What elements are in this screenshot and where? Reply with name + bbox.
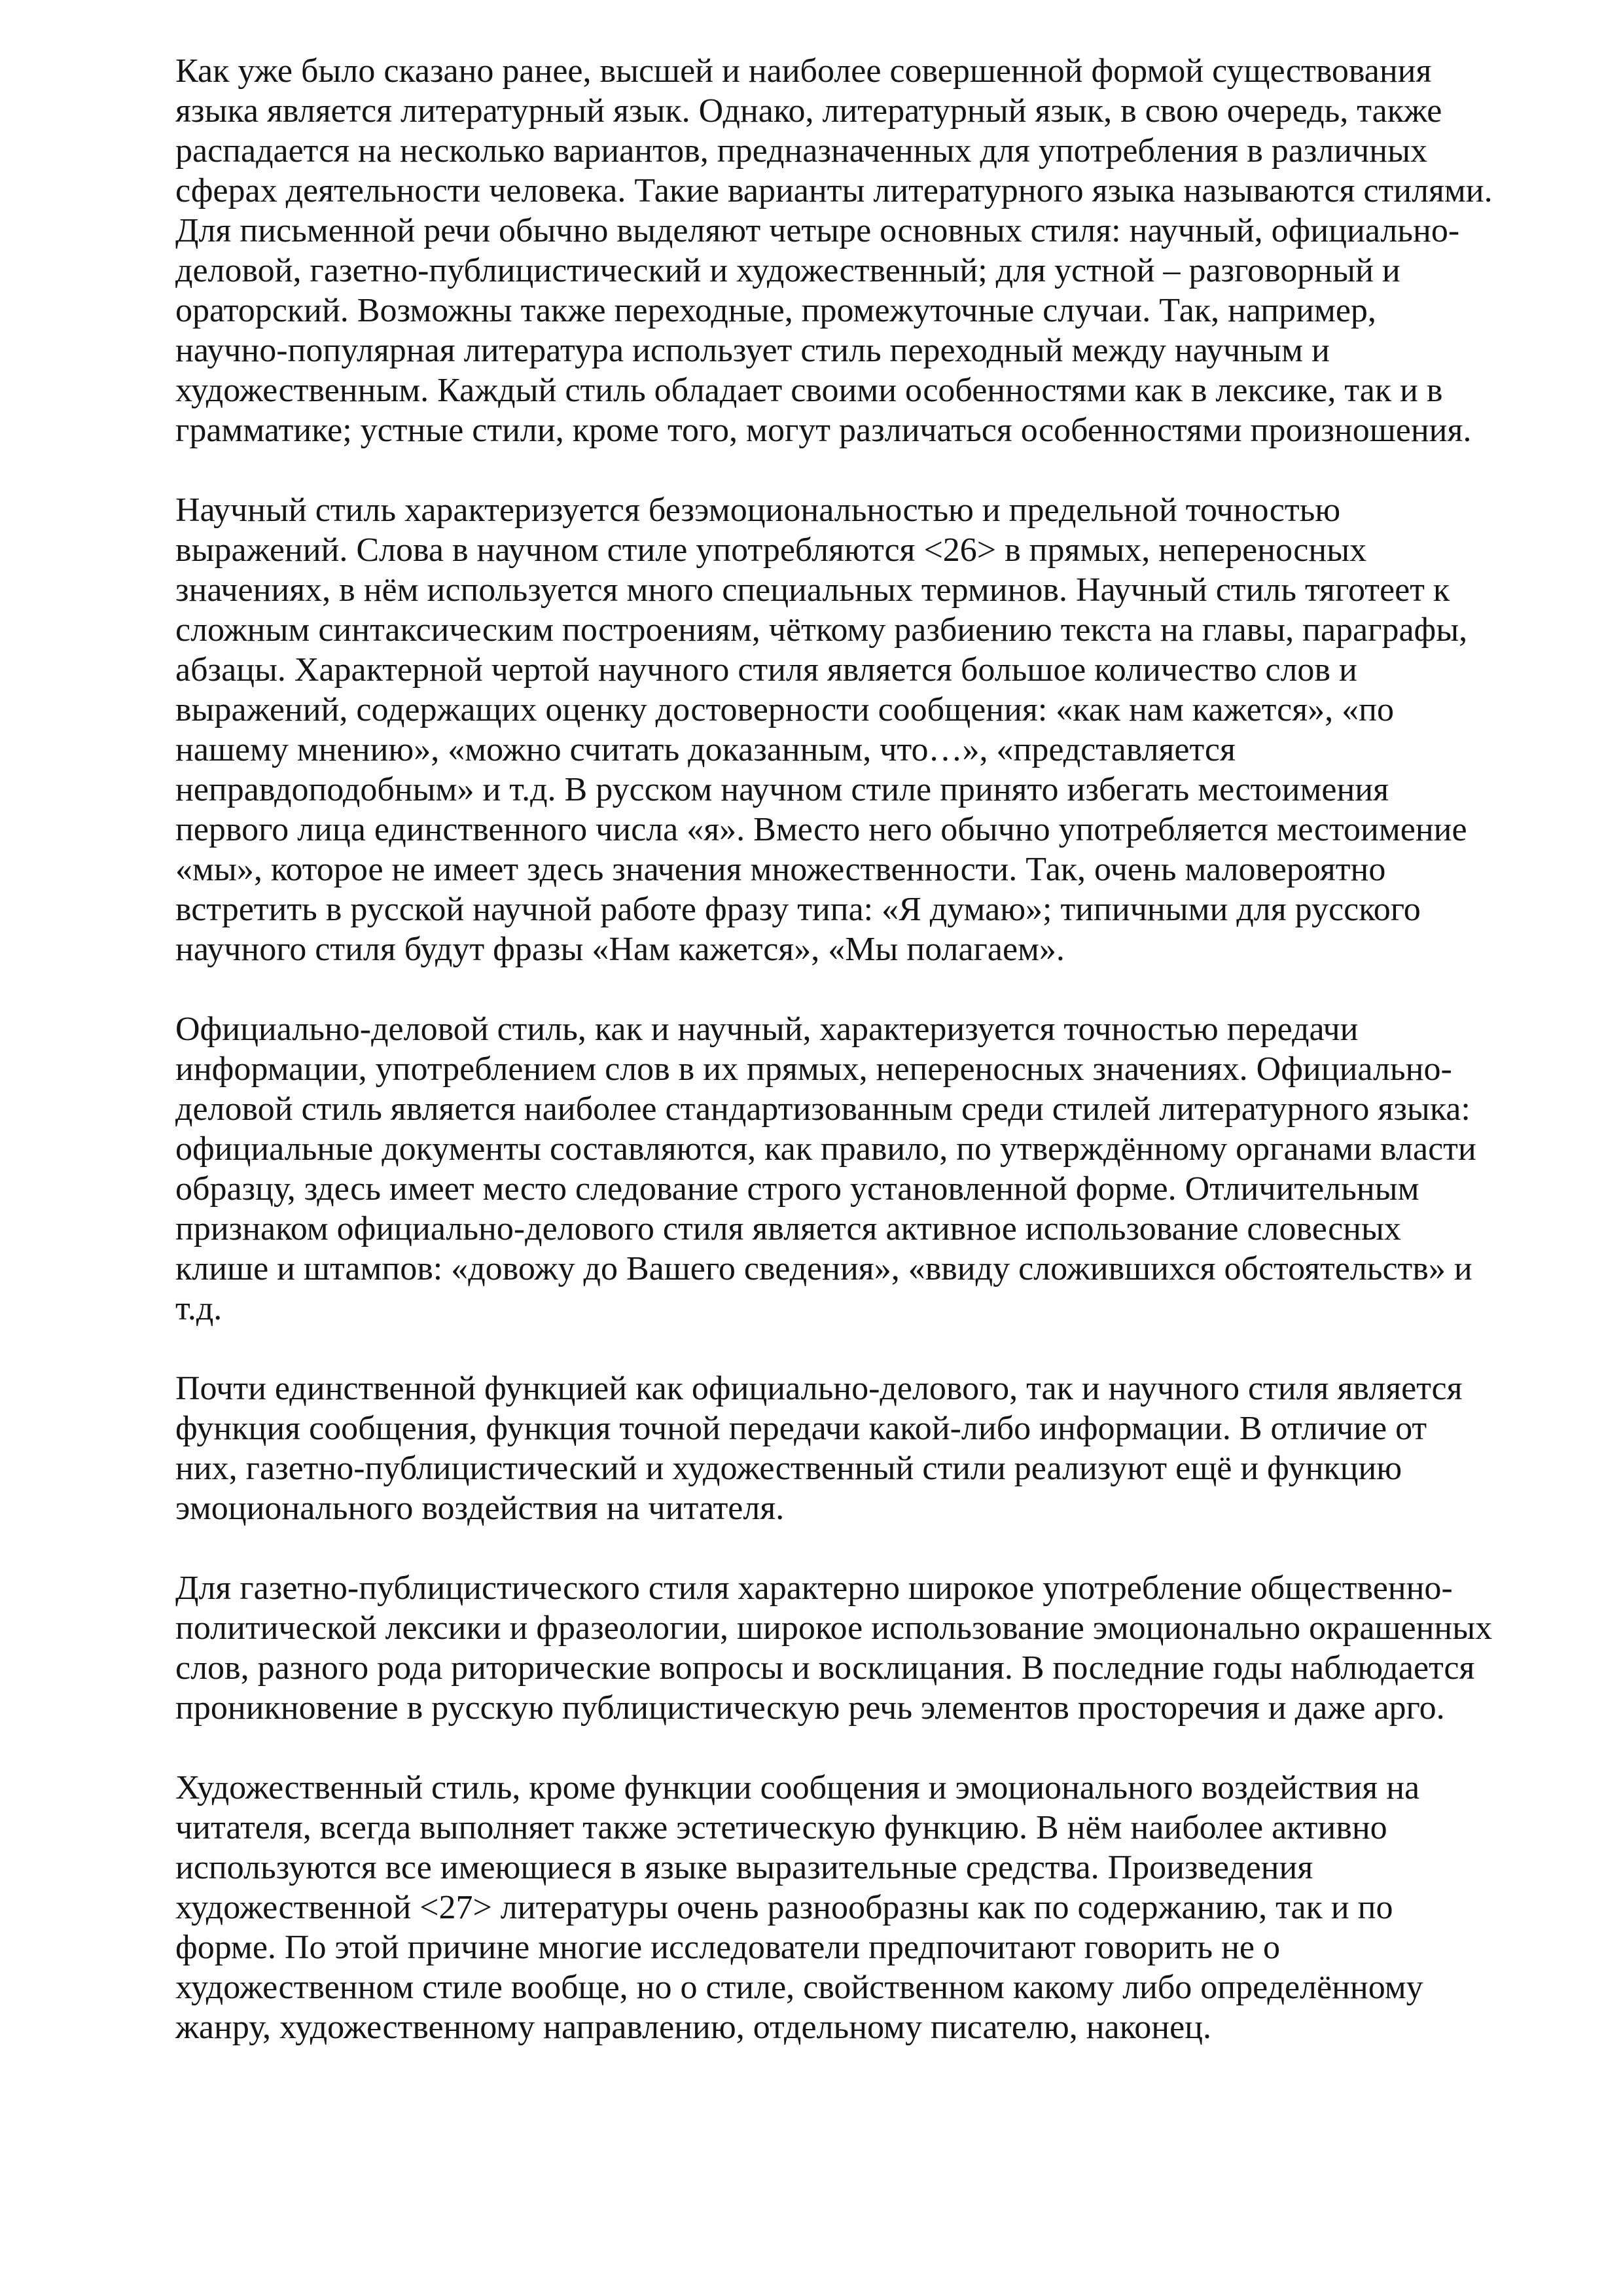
text-line: Для газетно-публицистического стиля характерно широкое употребление общественно- — [175, 1570, 1453, 1607]
text-line: первого лица единственного числа «я». Вместо него обычно употребляется местоимение — [175, 811, 1467, 848]
paragraph-6 — [175, 1768, 1589, 2047]
text-line: проникновение в русскую публицистическую речь элементов просторечия и даже арго. — [175, 1689, 1445, 1727]
text-line: выражений. Слова в научном стиле употребляются <26> в прямых, непереносных — [175, 531, 1367, 569]
text-line: выражений, содержащих оценку достоверности сообщения: «как нам кажется», «по — [175, 691, 1394, 728]
text-line: встретить в русской научной работе фразу типа: «Я думаю»; типичными для русского — [175, 891, 1421, 928]
text-line: значениях, в нём используется много специальных терминов. Научный стиль тяготеет к — [175, 571, 1450, 609]
text-line: деловой, газетно-публицистический и художественный; для устной – разговорный и — [175, 252, 1400, 289]
text-line: нашему мнению», «можно считать доказанным, что…», «представляется — [175, 731, 1236, 768]
text-line: слов, разного рода риторические вопросы и восклицания. В последние годы наблюдается — [175, 1649, 1475, 1687]
text-line: используются все имеющиеся в языке выразительные средства. Произведения — [175, 1849, 1313, 1886]
text-line: форме. По этой причине многие исследователи предпочитают говорить не о — [175, 1929, 1280, 1966]
text-line: информации, употреблением слов в их прямых, непереносных значениях. Официально- — [175, 1050, 1452, 1088]
text-line: Научный стиль характеризуется безэмоциональностью и предельной точностью — [175, 492, 1341, 529]
text-line: Художественный стиль, кроме функции сообщения и эмоционального воздействия на — [175, 1769, 1420, 1806]
text-line: политической лексики и фразеологии, широкое использование эмоционально окрашенных — [175, 1609, 1493, 1647]
text-line: художественном стиле вообще, но о стиле, свойственном какому либо определённому — [175, 1969, 1423, 2006]
text-line: художественным. Каждый стиль обладает своими особенностями как в лексике, так и в — [175, 372, 1443, 409]
text-line: языка является литературный язык. Однако, литературный язык, в свою очередь, также — [175, 92, 1442, 130]
text-line: т.д. — [175, 1290, 223, 1327]
text-line: научно-популярная литература использует стиль переходный между научным и — [175, 332, 1330, 369]
text-line: функция сообщения, функция точной передачи какой-либо информации. В отличие от — [175, 1410, 1427, 1447]
text-line: художественной <27> литературы очень разнообразны как по содержанию, так и по — [175, 1889, 1393, 1926]
text-line: «мы», которое не имеет здесь значения множественности. Так, очень маловероятно — [175, 851, 1386, 888]
text-line: Почти единственной функцией как официально-делового, так и научного стиля является — [175, 1370, 1463, 1407]
paragraph-5 — [175, 1568, 1589, 1728]
text-line: Как уже было сказано ранее, высшей и наиболее совершенной формой существования — [175, 52, 1432, 90]
text-line: деловой стиль является наиболее стандартизованным среди стилей литературного языка: — [175, 1090, 1471, 1128]
text-line: абзацы. Характерной чертой научного стиля является большое количество слов и — [175, 651, 1357, 689]
text-line: неправдоподобным» и т.д. В русском научном стиле принято избегать местоимения — [175, 771, 1389, 808]
text-line: Официально-деловой стиль, как и научный, характеризуется точностью передачи — [175, 1011, 1359, 1048]
text-line: образцу, здесь имеет место следование строго установленной форме. Отличительным — [175, 1170, 1419, 1208]
paragraph-4 — [175, 1369, 1589, 1528]
text-line: клише и штампов: «довожу до Вашего сведения», «ввиду сложившихся обстоятельств» и — [175, 1250, 1472, 1287]
text-line: сферах деятельности человека. Такие варианты литературного языка называются стилями. — [175, 172, 1493, 209]
text-line: эмоционального воздействия на читателя. — [175, 1490, 785, 1527]
text-line: официальные документы составляются, как правило, по утверждённому органами власти — [175, 1130, 1476, 1168]
text-line: них, газетно-публицистический и художественный стили реализуют ещё и функцию — [175, 1450, 1402, 1487]
text-line: научного стиля будут фразы «Нам кажется», «Мы полагаем». — [175, 931, 1065, 968]
text-line: распадается на несколько вариантов, предназначенных для употребления в различных — [175, 132, 1428, 170]
text-line: признаком официально-делового стиля является активное использование словесных — [175, 1210, 1401, 1247]
text-line: читателя, всегда выполняет также эстетическую функцию. В нём наиболее активно — [175, 1809, 1387, 1846]
text-line: Для письменной речи обычно выделяют четыре основных стиля: научный, официально- — [175, 212, 1460, 249]
paragraph-1 — [175, 51, 1589, 450]
text-line: сложным синтаксическим построениям, чёткому разбиению текста на главы, параграфы, — [175, 611, 1468, 649]
text-line: жанру, художественному направлению, отдельному писателю, наконец. — [175, 2009, 1211, 2046]
text-line: ораторский. Возможны также переходные, промежуточные случаи. Так, например, — [175, 292, 1376, 329]
text-line: грамматике; устные стили, кроме того, могут различаться особенностями произношения. — [175, 412, 1472, 449]
paragraph-3 — [175, 1009, 1589, 1329]
document-body — [175, 51, 1589, 2087]
paragraph-2 — [175, 490, 1589, 969]
